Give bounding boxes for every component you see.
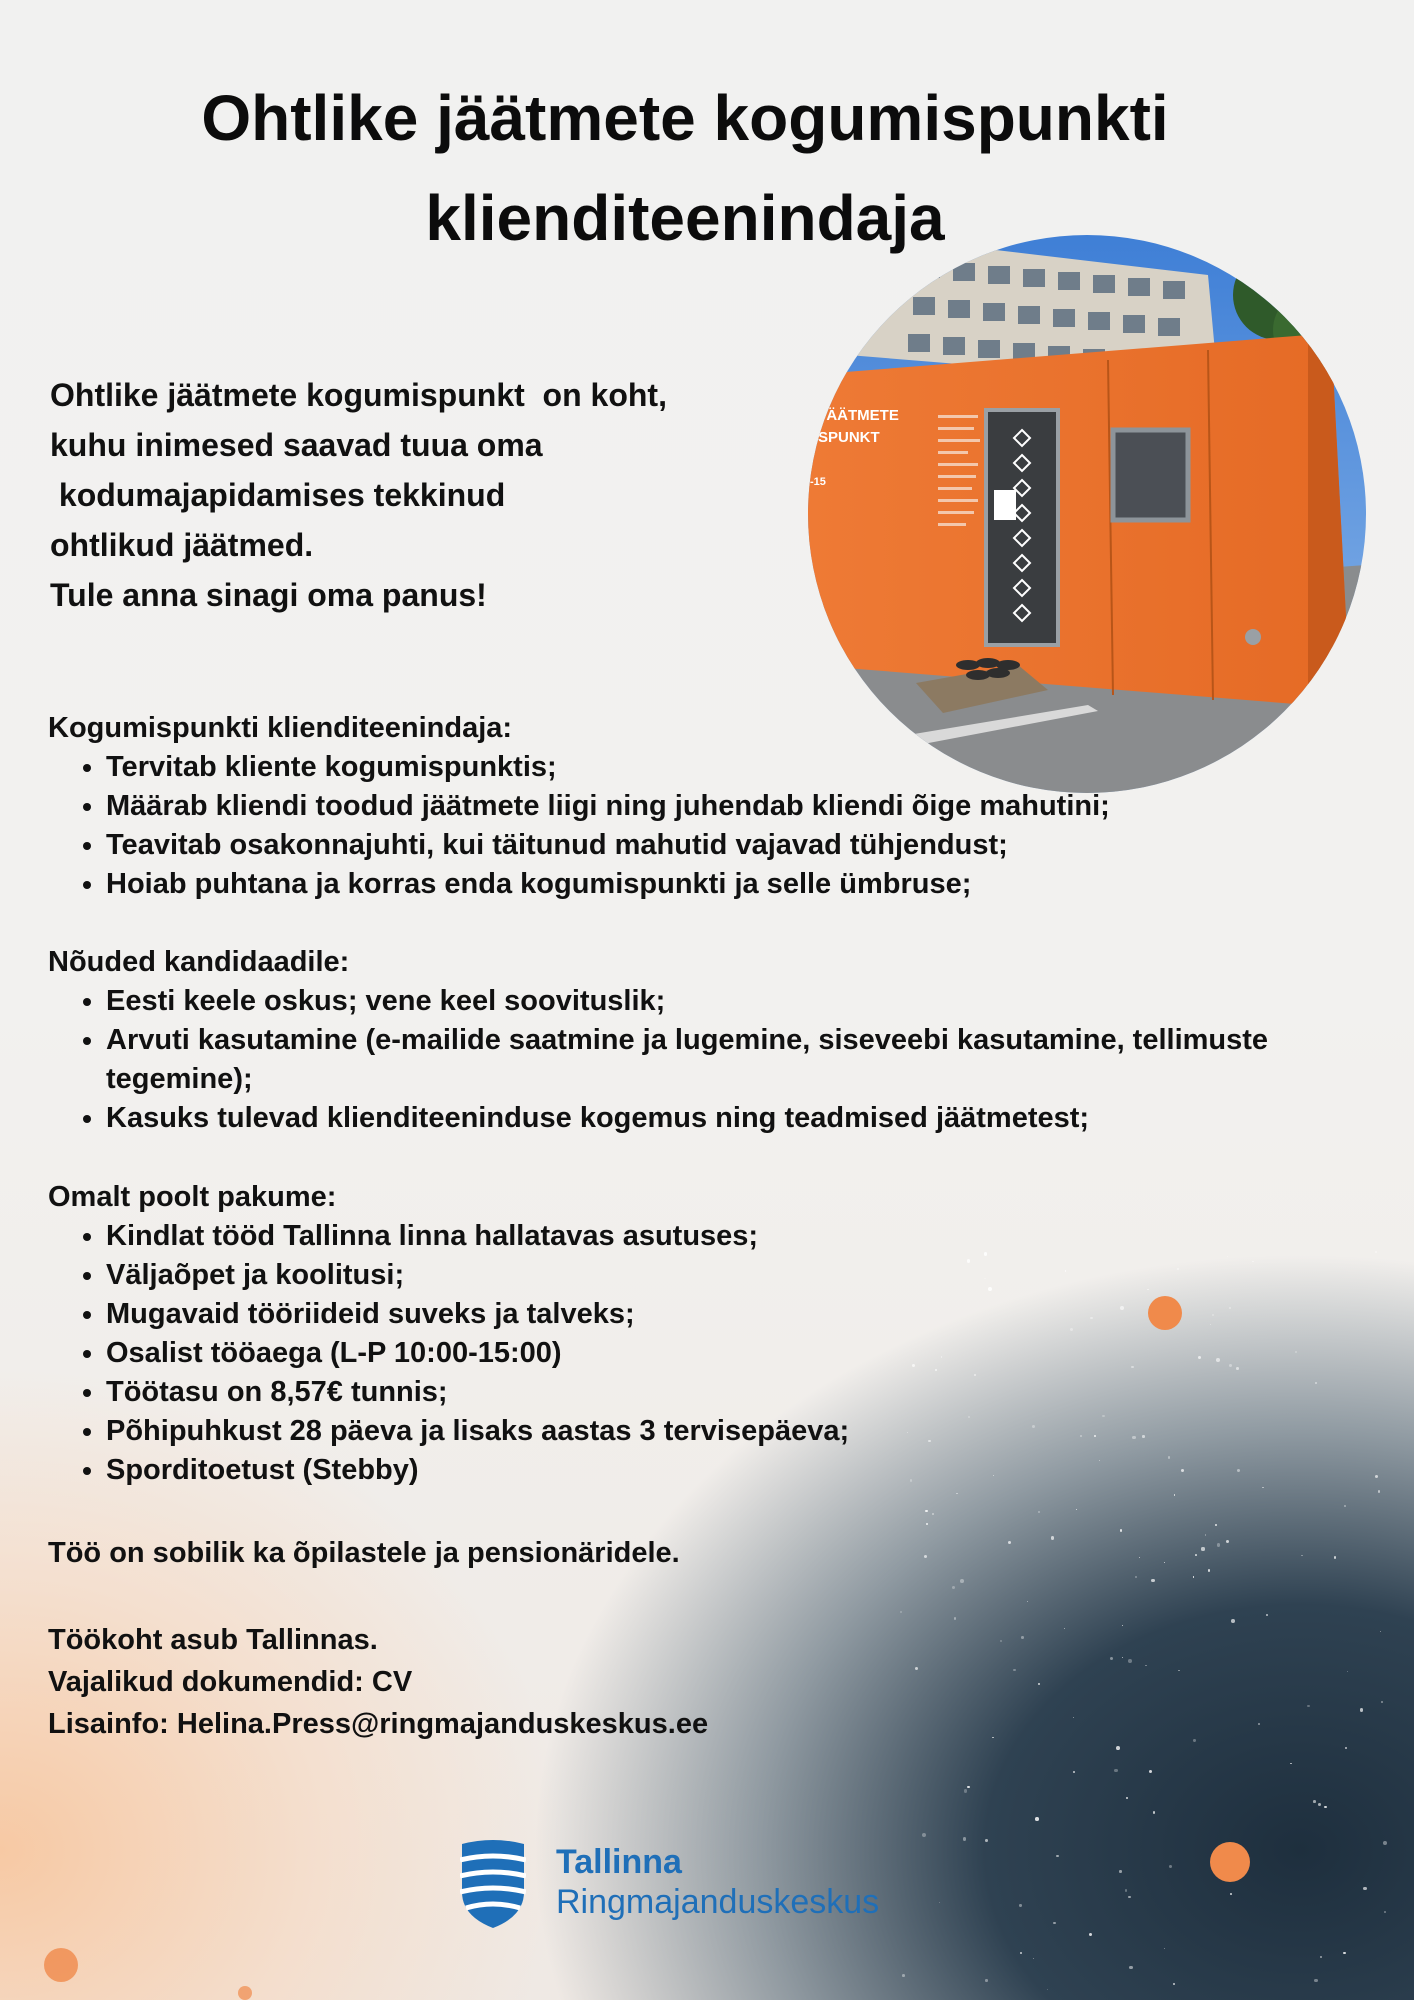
decorative-speck bbox=[1384, 1911, 1386, 1913]
container-sign: SPUNKT bbox=[818, 429, 880, 446]
decorative-speck bbox=[1033, 1958, 1034, 1959]
requirements-heading: Nõuded kandidaadile: bbox=[48, 946, 350, 978]
list-item: • Sporditoetust (Stebby) bbox=[106, 1451, 1368, 1490]
organization-logo bbox=[460, 1840, 920, 1930]
decorative-speck bbox=[1120, 1529, 1123, 1532]
decorative-speck bbox=[1230, 1893, 1232, 1895]
list-item: • Eesti keele oskus; vene keel soovituslik; bbox=[106, 982, 1368, 1021]
decorative-speck bbox=[1135, 1576, 1137, 1578]
decorative-speck bbox=[1051, 1536, 1055, 1540]
decorative-speck bbox=[1128, 1659, 1132, 1663]
decorative-speck bbox=[1307, 1705, 1310, 1708]
decorative-speck bbox=[1089, 1933, 1092, 1936]
location-text: Töökoht asub Tallinnas. bbox=[48, 1624, 378, 1656]
suitability-note: Töö on sobilik ka õpilastele ja pensionäridele. bbox=[48, 1537, 680, 1569]
decorative-speck bbox=[1139, 1557, 1140, 1558]
decorative-speck bbox=[1345, 1747, 1347, 1749]
title-line-2: klienditeenindaja bbox=[425, 182, 945, 254]
decorative-speck bbox=[1378, 1490, 1380, 1492]
decorative-speck bbox=[1020, 1952, 1022, 1954]
decorative-speck bbox=[1116, 1746, 1120, 1750]
decorative-speck bbox=[1153, 1811, 1156, 1814]
intro-line: Ohtlike jäätmete kogumispunkt on koht, bbox=[50, 377, 667, 413]
decorative-speck bbox=[1178, 1670, 1179, 1671]
decorative-speck bbox=[992, 1737, 994, 1739]
decorative-speck bbox=[1217, 1543, 1221, 1547]
decorative-speck bbox=[1164, 1948, 1165, 1949]
decorative-speck bbox=[1126, 1797, 1128, 1799]
decorative-speck bbox=[1073, 1771, 1076, 1774]
intro-line: Tule anna sinagi oma panus! bbox=[50, 577, 487, 613]
list-item: • Kindlat tööd Tallinna linna hallatavas asutuses; bbox=[106, 1217, 1368, 1256]
decorative-speck bbox=[960, 1579, 964, 1583]
list-item: • Määrab kliendi toodud jäätmete liigi ning juhendab kliendi õige mahutini; bbox=[106, 787, 1368, 826]
decorative-speck bbox=[926, 1523, 928, 1525]
decorative-speck bbox=[939, 1902, 940, 1903]
decorative-speck bbox=[1173, 1983, 1176, 1986]
list-item: • Töötasu on 8,57€ tunnis; bbox=[106, 1373, 1368, 1412]
logo-line-2: Ringmajanduskeskus bbox=[556, 1883, 880, 1921]
decorative-speck bbox=[1193, 1576, 1194, 1577]
decorative-speck bbox=[1038, 1511, 1040, 1513]
decorative-speck bbox=[1073, 1717, 1074, 1718]
decorative-speck bbox=[1038, 1683, 1039, 1684]
shield-waves-icon bbox=[460, 1840, 526, 1930]
decorative-speck bbox=[1000, 1640, 1002, 1642]
decorative-speck bbox=[1008, 1541, 1011, 1544]
title-line-1: Ohtlike jäätmete kogumispunkti bbox=[201, 82, 1169, 154]
decorative-speck bbox=[1363, 1887, 1366, 1890]
decorative-speck bbox=[1129, 1966, 1133, 1970]
decorative-speck bbox=[1258, 1723, 1260, 1725]
decorative-speck bbox=[900, 1611, 902, 1613]
list-item: • Arvuti kasutamine (e-mailide saatmine ja lugemine, siseveebi kasutamine, tellimuste tegemine); bbox=[106, 1021, 1346, 1099]
decorative-speck bbox=[1266, 1614, 1268, 1616]
decorative-speck bbox=[1360, 1708, 1363, 1711]
decorative-speck bbox=[1226, 1540, 1229, 1543]
decorative-speck bbox=[1021, 1636, 1024, 1639]
requirements-list bbox=[48, 982, 1368, 1138]
decorative-orange-dot bbox=[238, 1986, 252, 2000]
offer-heading: Omalt poolt pakume: bbox=[48, 1181, 337, 1213]
decorative-speck bbox=[1193, 1739, 1195, 1741]
decorative-speck bbox=[915, 1667, 918, 1670]
logo-text bbox=[556, 1842, 879, 1922]
decorative-speck bbox=[1313, 1800, 1316, 1803]
decorative-speck bbox=[1174, 1494, 1175, 1495]
decorative-speck bbox=[956, 1493, 957, 1494]
decorative-speck bbox=[1344, 1505, 1346, 1507]
decorative-speck bbox=[1375, 1251, 1377, 1253]
list-item: • Hoiab puhtana ja korras enda kogumispunkti ja selle ümbruse; bbox=[106, 865, 1368, 904]
decorative-speck bbox=[1318, 1803, 1321, 1806]
logo-line-1: Tallinna bbox=[556, 1843, 682, 1881]
list-item: • Kasuks tulevad klienditeeninduse kogemus ning teadmised jäätmetest; bbox=[106, 1099, 1368, 1138]
duties-section bbox=[48, 709, 1368, 904]
decorative-speck bbox=[985, 1979, 987, 1981]
decorative-speck bbox=[1053, 1922, 1056, 1925]
decorative-speck bbox=[954, 1617, 956, 1619]
decorative-speck bbox=[1125, 1889, 1127, 1891]
decorative-speck bbox=[963, 1837, 967, 1841]
decorative-speck bbox=[1122, 1625, 1123, 1626]
decorative-speck bbox=[1205, 1534, 1206, 1535]
decorative-speck bbox=[967, 1786, 970, 1789]
list-item: • Põhipuhkust 28 päeva ja lisaks aastas 3 tervisepäeva; bbox=[106, 1412, 1368, 1451]
job-details bbox=[48, 1619, 708, 1745]
duties-list bbox=[48, 748, 1368, 904]
decorative-speck bbox=[1047, 1989, 1048, 1990]
decorative-speck bbox=[925, 1510, 927, 1512]
decorative-speck bbox=[1320, 1956, 1322, 1958]
decorative-speck bbox=[1056, 1855, 1058, 1857]
page-title bbox=[0, 68, 1370, 268]
decorative-speck bbox=[1383, 1841, 1387, 1845]
intro-line: ohtlikud jäätmed. bbox=[50, 527, 314, 563]
duties-heading: Kogumispunkti klienditeenindaja: bbox=[48, 712, 513, 744]
decorative-speck bbox=[922, 1833, 926, 1837]
intro-line: kuhu inimesed saavad tuua oma bbox=[50, 427, 543, 463]
offer-list bbox=[48, 1217, 1368, 1490]
decorative-speck bbox=[1301, 1555, 1302, 1556]
decorative-speck bbox=[1208, 1569, 1210, 1571]
decorative-speck bbox=[1314, 1979, 1317, 1982]
list-item: • Väljaõpet ja koolitusi; bbox=[106, 1256, 1368, 1295]
list-item: • Osalist tööaega (L-P 10:00-15:00) bbox=[106, 1334, 1368, 1373]
list-item: • Mugavaid tööriideid suveks ja talveks; bbox=[106, 1295, 1368, 1334]
decorative-speck bbox=[1114, 1769, 1117, 1772]
documents-text: Vajalikud dokumendid: CV bbox=[48, 1666, 413, 1698]
decorative-speck bbox=[1215, 1524, 1217, 1526]
decorative-speck bbox=[1064, 1628, 1065, 1629]
decorative-speck bbox=[1149, 1770, 1152, 1773]
offer-section bbox=[48, 1178, 1368, 1490]
decorative-speck bbox=[1231, 1619, 1235, 1623]
decorative-speck bbox=[952, 1586, 955, 1589]
decorative-speck bbox=[985, 1839, 988, 1842]
decorative-speck bbox=[1110, 1657, 1113, 1660]
decorative-speck bbox=[1375, 1475, 1379, 1479]
intro-line: kodumajapidamises tekkinud bbox=[50, 477, 506, 513]
decorative-speck bbox=[1013, 1669, 1016, 1672]
decorative-speck bbox=[1027, 1601, 1028, 1602]
decorative-speck bbox=[1347, 1671, 1348, 1672]
list-item: • Tervitab kliente kogumispunktis; bbox=[106, 748, 1368, 787]
list-item: • Teavitab osakonnajuhti, kui täitunud mahutid vajavad tühjendust; bbox=[106, 826, 1368, 865]
decorative-speck bbox=[1128, 1896, 1131, 1899]
decorative-speck bbox=[1381, 1701, 1383, 1703]
container-sign: -15 bbox=[810, 476, 826, 488]
decorative-speck bbox=[1334, 1556, 1336, 1558]
decorative-speck bbox=[1035, 1817, 1039, 1821]
decorative-speck bbox=[1324, 1806, 1327, 1809]
decorative-speck bbox=[1164, 1562, 1165, 1563]
decorative-speck bbox=[1343, 1952, 1345, 1954]
contact-text: Lisainfo: Helina.Press@ringmajanduskeskus.ee bbox=[48, 1708, 709, 1740]
decorative-speck bbox=[924, 1555, 927, 1558]
intro-text bbox=[50, 370, 810, 620]
decorative-orange-dot bbox=[44, 1948, 78, 1982]
decorative-speck bbox=[1145, 1665, 1146, 1666]
decorative-speck bbox=[1122, 1657, 1123, 1658]
decorative-speck bbox=[964, 1789, 968, 1793]
decorative-speck bbox=[1201, 1547, 1204, 1550]
decorative-speck bbox=[1290, 1763, 1292, 1765]
decorative-speck bbox=[932, 1513, 934, 1515]
decorative-speck bbox=[1151, 1579, 1155, 1583]
decorative-speck bbox=[1169, 1865, 1173, 1869]
container-sign: JÄÄTMETE bbox=[818, 407, 899, 424]
decorative-speck bbox=[1076, 1509, 1077, 1510]
decorative-orange-dot bbox=[1210, 1842, 1250, 1882]
decorative-speck bbox=[1380, 1631, 1381, 1632]
requirements-section bbox=[48, 943, 1368, 1138]
decorative-speck bbox=[1119, 1870, 1121, 1872]
decorative-speck bbox=[902, 1974, 905, 1977]
decorative-speck bbox=[1195, 1554, 1197, 1556]
decorative-speck bbox=[1019, 1904, 1021, 1906]
